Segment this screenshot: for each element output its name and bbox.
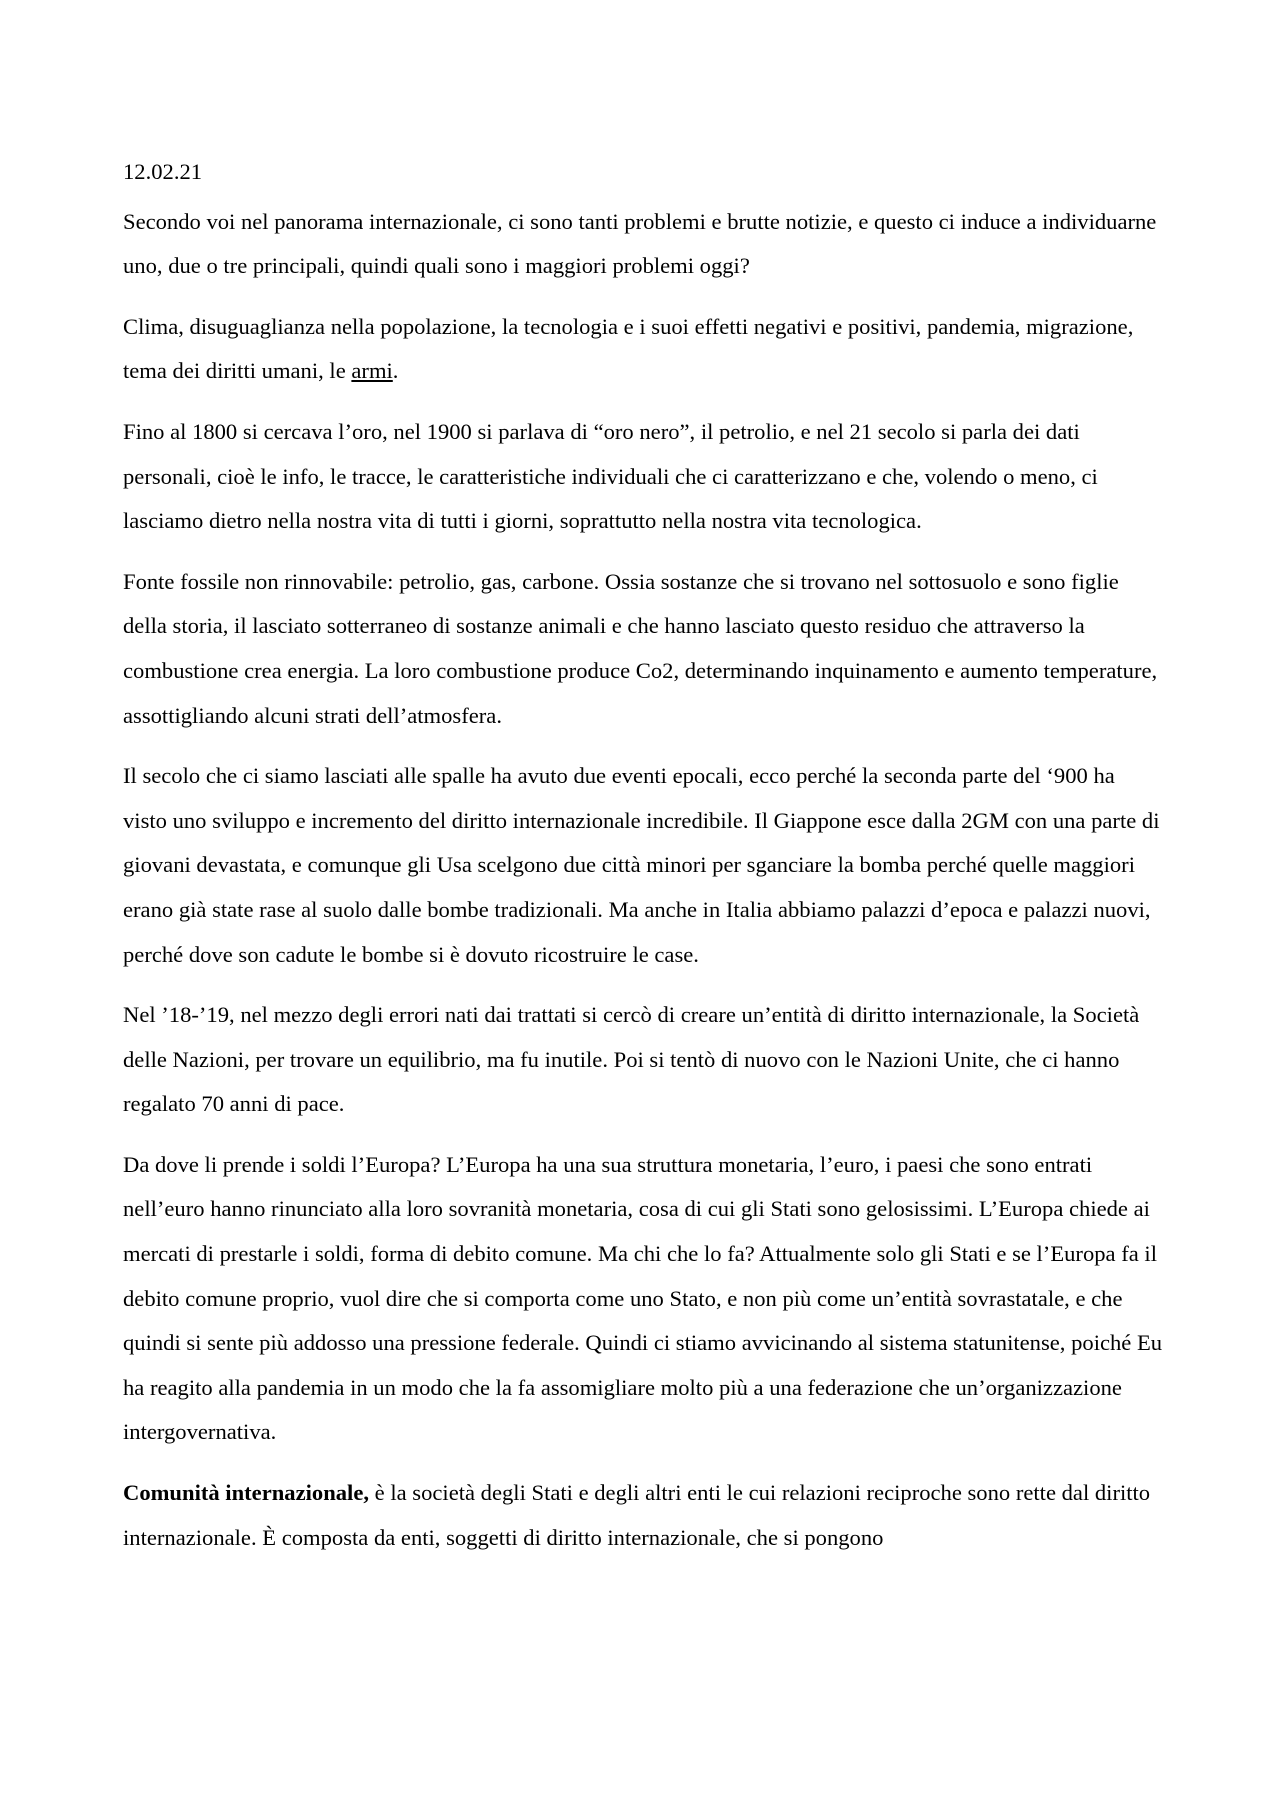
armi-underlined-word: armi bbox=[351, 358, 393, 384]
paragraph-problems-list bbox=[123, 305, 1163, 394]
problems-text: Clima, disuguaglianza nella popolazione, la tecnologia e i suoi effetti negativi e positivi, pandemia, migrazione, tema dei diritti umani, le bbox=[123, 313, 1134, 384]
paragraph-international-community bbox=[123, 1471, 1163, 1560]
paragraph-league-of-nations: Nel ’18-’19, nel mezzo degli errori nati dai trattati si cercò di creare un’entità di diritto internazionale, la Società delle Nazioni, per trovare un equilibrio, ma fu inutile. Poi si tentò di nuovo con le Nazioni Unite, che ci hanno regalato 70 anni di pace. bbox=[123, 1002, 1140, 1117]
paragraph-fossil-fuels: Fonte fossile non rinnovabile: petrolio, gas, carbone. Ossia sostanze che si trovano nel sottosuolo e sono figlie della storia, il lasciato sotterraneo di sostanze animali e che hanno lasciato questo residuo che attraverso la combustione crea energia. La loro combustione produce Co2, determinando inquinamento e aumento temperature, assottigliando alcuni strati dell’atmosfera. bbox=[123, 568, 1158, 728]
international-community-definition: è la società degli Stati e degli altri enti le cui relazioni reciproche sono rette dal diritto internazionale. È composta da enti, soggetti di diritto internazionale, che si pongono bbox=[123, 1480, 1151, 1550]
international-community-term: Comunità internazionale, bbox=[123, 1480, 370, 1506]
problems-period: . bbox=[392, 358, 399, 384]
document-page bbox=[123, 150, 1163, 1576]
document-date: 12.02.21 bbox=[123, 159, 203, 184]
paragraph-twentieth-century: Il secolo che ci siamo lasciati alle spalle ha avuto due eventi epocali, ecco perché la seconda parte del ‘900 ha visto uno sviluppo e incremento del diritto internazionale incredibile. Il Giappone esce dalla 2GM con una parte di giovani devastata, e comunque gli Usa scelgono due città minori per sganciare la bomba perché quelle maggiori erano già state rase al suolo dalle bombe tradizionali. Ma anche in Italia abbiamo palazzi d’epoca e palazzi nuovi, perché dove son cadute le bombe si è dovuto ricostruire le case. bbox=[123, 763, 1160, 967]
paragraph-europe-money: Da dove li prende i soldi l’Europa? L’Europa ha una sua struttura monetaria, l’euro, i paesi che sono entrati nell’euro hanno rinunciato alla loro sovranità monetaria, cosa di cui gli Stati sono gelosissimi. L’Europa chiede ai mercati di prestarle i soldi, forma di debito comune. Ma chi che lo fa? Attualmente solo gli Stati e se l’Europa fa il debito comune proprio, vuol dire che si comporta come uno Stato, e non più come un’entità sovrastatale, e che quindi si sente più addosso una pressione federale. Quindi ci stiamo avvicinando al sistema statunitense, poiché Eu ha reagito alla pandemia in un modo che la fa assomigliare molto più a una federazione che un’organizzazione intergovernativa. bbox=[123, 1151, 1163, 1445]
paragraph-question: Secondo voi nel panorama internazionale, ci sono tanti problemi e brutte notizie, e questo ci induce a individuarne uno, due o tre principali, quindi quali sono i maggiori problemi oggi? bbox=[123, 208, 1157, 279]
paragraph-personal-data: Fino al 1800 si cercava l’oro, nel 1900 si parlava di “oro nero”, il petrolio, e nel 21 secolo si parla dei dati personali, cioè le info, le tracce, le caratteristiche individuali che ci caratterizzano e che, volendo o meno, ci lasciamo dietro nella nostra vita di tutti i giorni, soprattutto nella nostra vita tecnologica. bbox=[123, 418, 1098, 534]
